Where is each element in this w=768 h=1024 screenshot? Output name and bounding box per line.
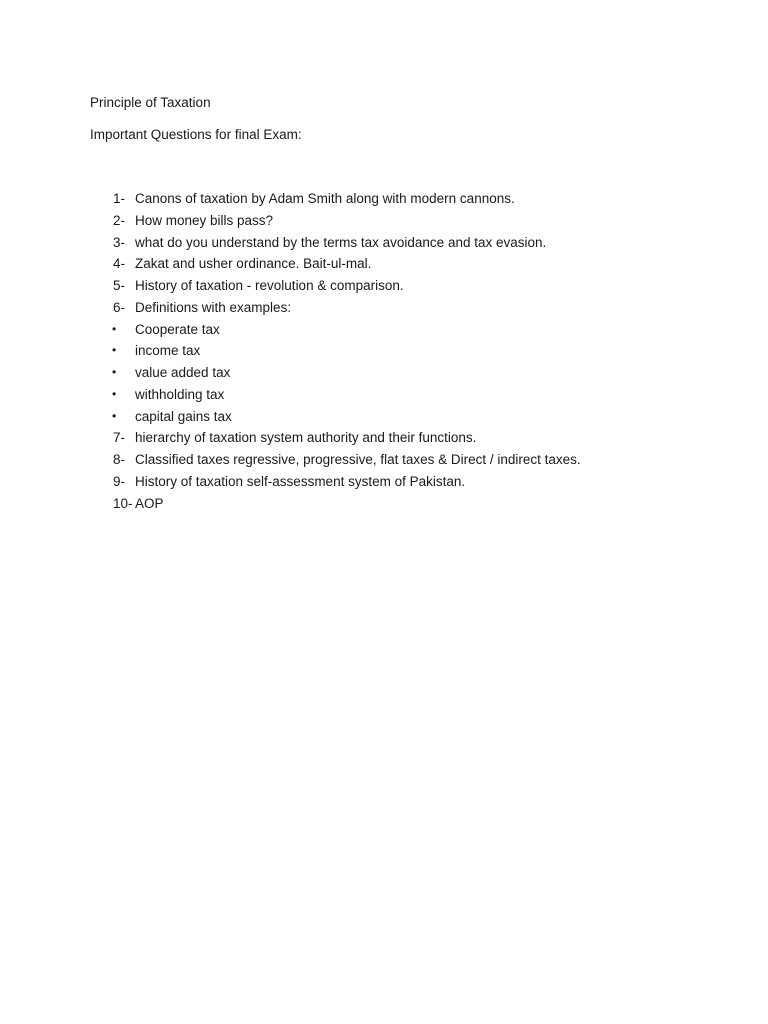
bullet-item <box>0 363 768 385</box>
bullet-icon: • <box>112 386 117 401</box>
question-list <box>0 189 768 515</box>
bullet-icon: • <box>112 365 117 379</box>
bullet-item-text: Cooperate tax <box>135 321 220 337</box>
list-item <box>0 189 768 211</box>
list-item <box>0 450 768 472</box>
list-number: 5- <box>113 278 126 293</box>
list-item <box>0 472 768 494</box>
list-number: 8- <box>113 452 126 467</box>
list-number: 2- <box>113 212 126 228</box>
list-number: 9- <box>113 473 126 489</box>
list-number: 10- <box>113 495 133 511</box>
list-number: 4- <box>113 256 126 272</box>
bullet-item-text: income tax <box>135 343 201 359</box>
list-item-text: hierarchy of taxation system authority and their functions. <box>135 430 477 446</box>
list-item-text: History of taxation - revolution & comparison. <box>135 278 404 293</box>
list-item-text: Definitions with examples: <box>135 299 292 315</box>
bullet-icon: • <box>112 321 117 336</box>
list-item-text: Zakat and usher ordinance. Bait-ul-mal. <box>135 256 372 272</box>
list-item <box>0 494 768 516</box>
document-title: Principle of Taxation <box>90 95 211 110</box>
list-item-text: History of taxation self-assessment system of Pakistan. <box>135 473 466 489</box>
bullet-icon: • <box>112 343 117 358</box>
list-number: 6- <box>113 299 126 315</box>
list-number: 3- <box>113 234 126 250</box>
list-item <box>0 276 768 298</box>
list-item <box>0 428 768 450</box>
list-item <box>0 254 768 276</box>
list-number: 1- <box>113 191 126 206</box>
list-item-text: How money bills pass? <box>135 212 274 228</box>
bullet-icon: • <box>112 408 117 423</box>
bullet-item <box>0 320 768 342</box>
bullet-item-text: capital gains tax <box>135 408 232 424</box>
list-item-text: Classified taxes regressive, progressive, flat taxes & Direct / indirect taxes. <box>135 452 581 467</box>
list-item-text: what do you understand by the terms tax avoidance and tax evasion. <box>135 234 547 250</box>
bullet-item-text: value added tax <box>135 365 231 380</box>
bullet-item <box>0 385 768 407</box>
document-subtitle: Important Questions for final Exam: <box>90 127 302 142</box>
list-item <box>0 298 768 320</box>
bullet-item <box>0 341 768 363</box>
list-item <box>0 211 768 233</box>
list-number: 7- <box>113 430 126 446</box>
bullet-item-text: withholding tax <box>135 386 225 402</box>
list-item-text: AOP <box>135 495 164 511</box>
list-item <box>0 233 768 255</box>
bullet-item <box>0 407 768 429</box>
list-item-text: Canons of taxation by Adam Smith along with modern cannons. <box>135 191 515 206</box>
